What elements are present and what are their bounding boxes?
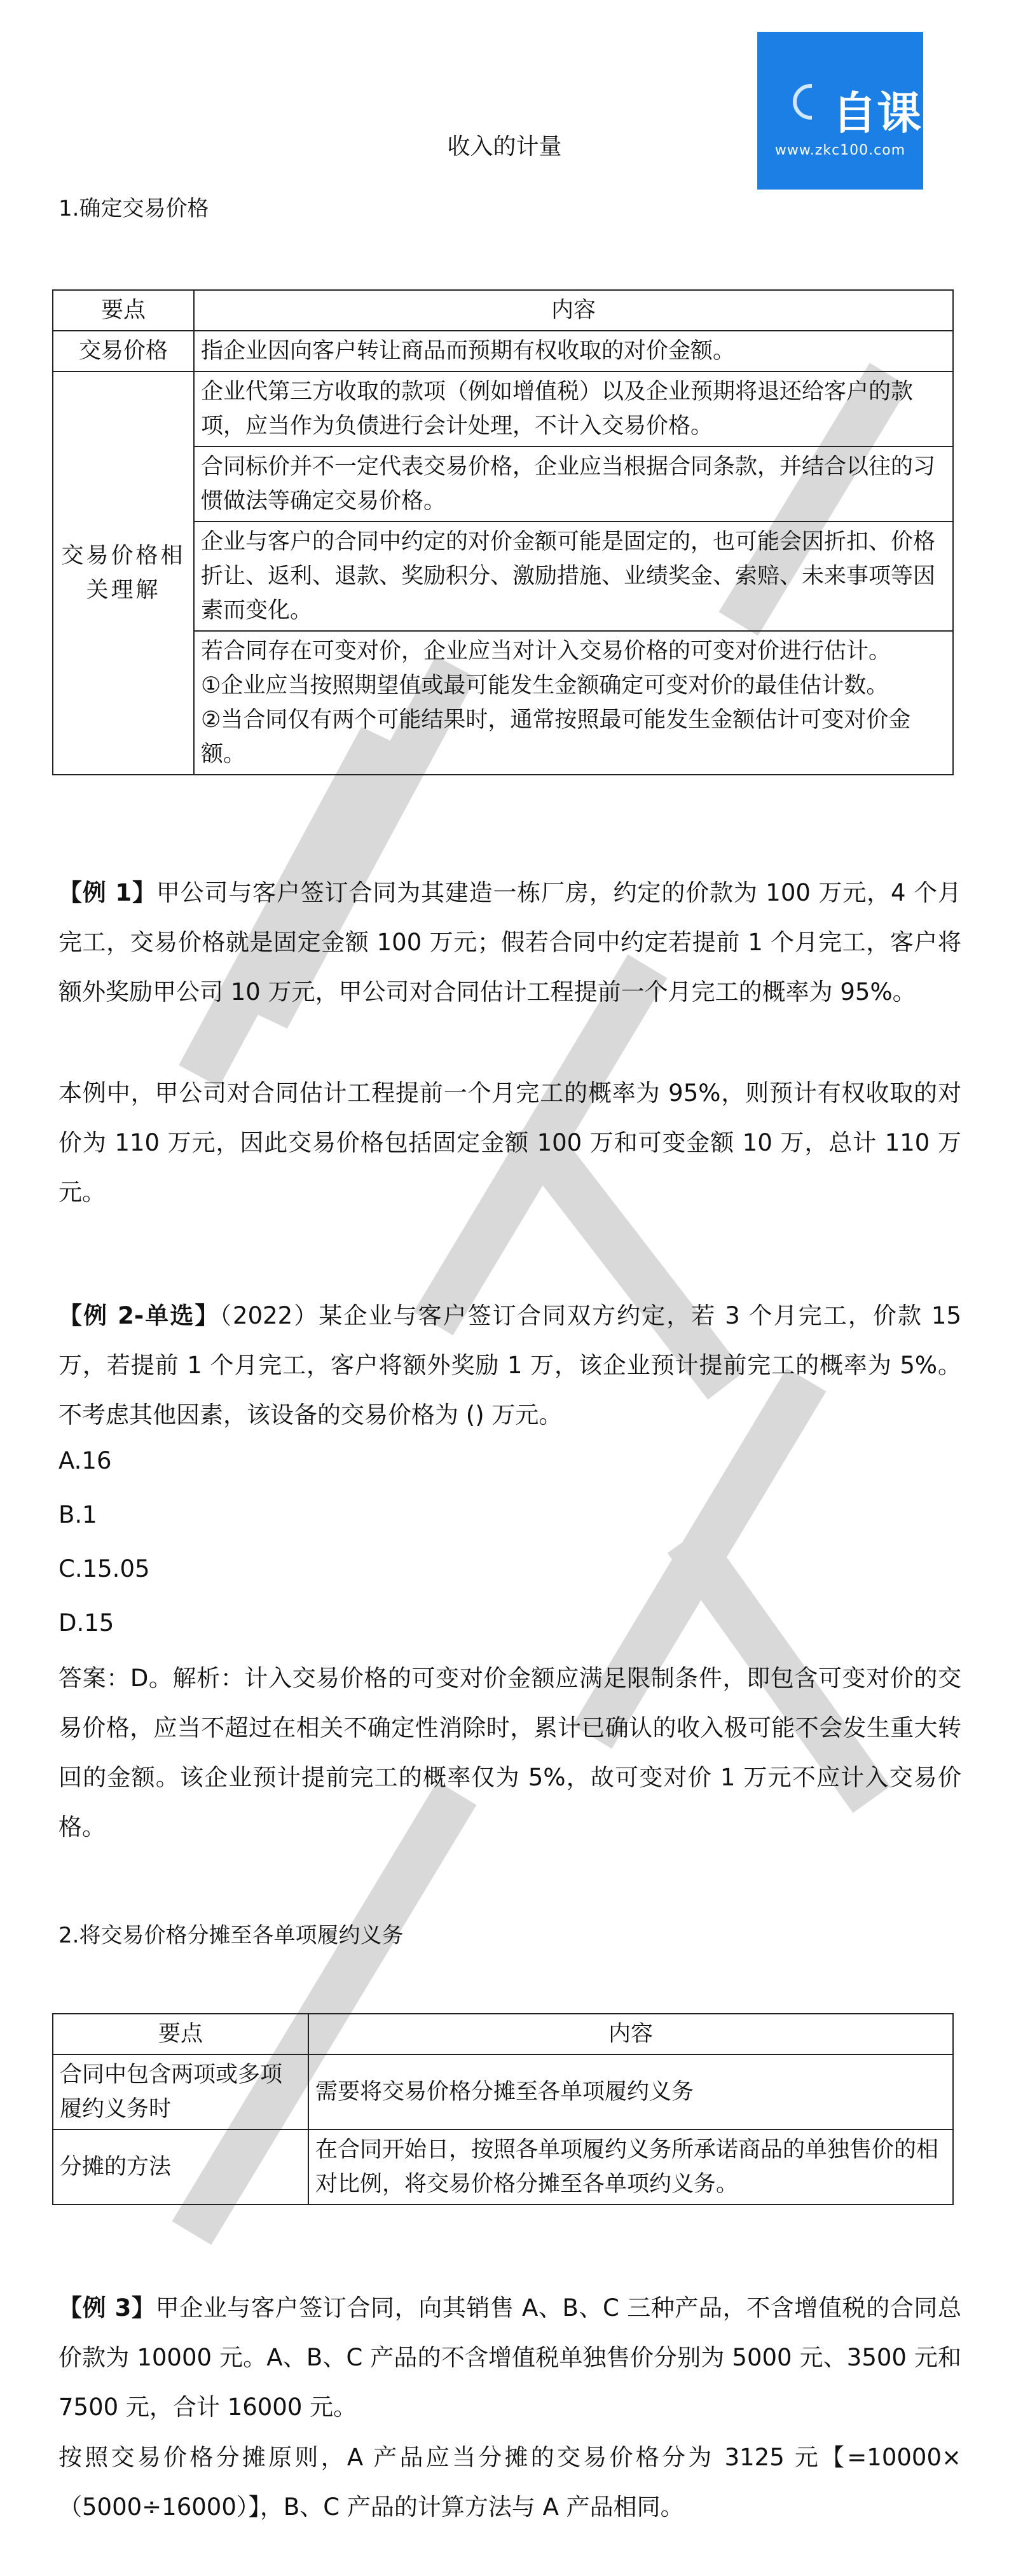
table-1-row-content: 企业与客户的合同中约定的对价金额可能是固定的，也可能会因折扣、价格折让、返利、退款、奖励积分、激励措施、业绩奖金、索赔、未来事项等因素而变化。 (194, 522, 953, 631)
example-1-text: 甲公司与客户签订合同为其建造一栋厂房，约定的价款为 100 万元，4 个月完工，交易价格就是固定金额 100 万元；假若合同中约定若提前 1 个月完工，客户将额外奖励甲公司 10 万元，甲公司对合同估计工程提前一个月完工的概率为 95%。 (58, 879, 961, 1006)
example-2-label: 【例 2-单选】 (58, 1302, 220, 1329)
table-2 (52, 2013, 954, 2205)
table-2-header-content: 内容 (308, 2014, 953, 2054)
table-1-row-content: 企业代第三方收取的款项（例如增值税）以及企业预期将退还给客户的款项，应当作为负债进行会计处理，不计入交易价格。 (194, 371, 953, 447)
option-b: B.1 (58, 1501, 97, 1528)
table-2-row-content: 需要将交易价格分摊至各单项履约义务 (308, 2054, 953, 2129)
example-1-label: 【例 1】 (58, 879, 156, 906)
table-2-row-content: 在合同开始日，按照各单项履约义务所承诺商品的单独售价的相对比例，将交易价格分摊至各单项约义务。 (308, 2129, 953, 2205)
table-1-row-content-multi (194, 631, 953, 775)
table-1-row-line: ①企业应当按照期望值或最可能发生金额确定可变对价的最佳估计数。 (201, 673, 889, 698)
table-1-row-content: 指企业因向客户转让商品而预期有权收取的对价金额。 (194, 331, 953, 371)
logo-text: 自课 (832, 87, 921, 139)
table-2-header-key: 要点 (53, 2014, 308, 2054)
table-1-header-content: 内容 (194, 290, 953, 331)
table-1-header-key: 要点 (53, 290, 194, 331)
example-2 (58, 1291, 961, 1440)
table-2-row-key: 分摊的方法 (53, 2129, 308, 2205)
example-3-label: 【例 3】 (58, 2294, 156, 2322)
example-3-explanation: 按照交易价格分摊原则，A 产品应当分摊的交易价格分为 3125 元【=10000×（5000÷16000）】，B、C 产品的计算方法与 A 产品相同。 (58, 2444, 961, 2521)
example-2-answer: 答案：D。解析：计入交易价格的可变对价金额应满足限制条件，即包含可变对价的交易价格，应当不超过在相关不确定性消除时，累计已确认的收入极可能不会发生重大转回的金额。该企业预计提前完工的概率仅为 5%，故可变对价 1 万元不应计入交易价格。 (58, 1665, 961, 1841)
table-row (53, 2054, 953, 2129)
option-a: A.16 (58, 1447, 112, 1474)
table-row (53, 331, 953, 371)
table-1-row-key-merged: 交易价格相关理解 (53, 371, 194, 775)
example-3 (58, 2283, 961, 2432)
table-1-header-row (53, 290, 953, 331)
brand-logo (757, 32, 923, 190)
logo-url: www.zkc100.com (774, 142, 906, 158)
example-2-text: （2022）某企业与客户签订合同双方约定，若 3 个月完工，价款 15 万，若提前 1 个月完工，客户将额外奖励 1 万，该企业预计提前完工的概率为 5%。不考虑其他因素，该设备的交易价格为 () 万元。 (58, 1302, 961, 1429)
table-row (53, 2129, 953, 2205)
table-2-header-row (53, 2014, 953, 2054)
table-1-row-line: 若合同存在可变对价，企业应当对计入交易价格的可变对价进行估计。 (201, 639, 891, 664)
table-1-row-key: 交易价格 (53, 331, 194, 371)
table-2-row-key: 合同中包含两项或多项履约义务时 (53, 2054, 308, 2129)
table-row (53, 371, 953, 447)
example-1 (58, 868, 961, 1017)
section-1-heading: 1.确定交易价格 (58, 196, 209, 221)
example-3-text: 甲企业与客户签订合同，向其销售 A、B、C 三种产品，不含增值税的合同总价款为 10000 元。A、B、C 产品的不含增值税单独售价分别为 5000 元、3500 元和 7500 元，合计 16000 元。 (58, 2294, 961, 2421)
example-1-explanation: 本例中，甲公司对合同估计工程提前一个月完工的概率为 95%，则预计有权收取的对价为 110 万元，因此交易价格包括固定金额 100 万和可变金额 10 万，总计 110 万元。 (58, 1079, 961, 1206)
table-1 (52, 289, 954, 775)
page-title: 收入的计量 (447, 134, 562, 160)
table-1-row-content: 合同标价并不一定代表交易价格，企业应当根据合同条款，并结合以往的习惯做法等确定交易价格。 (194, 447, 953, 522)
logo-c-icon (793, 84, 828, 120)
section-2-heading: 2.将交易价格分摊至各单项履约义务 (58, 1923, 404, 1948)
option-d: D.15 (58, 1609, 114, 1637)
table-1-row-line: ②当合同仅有两个可能结果时，通常按照最可能发生金额估计可变对价金额。 (201, 707, 911, 767)
option-c: C.15.05 (58, 1555, 150, 1582)
